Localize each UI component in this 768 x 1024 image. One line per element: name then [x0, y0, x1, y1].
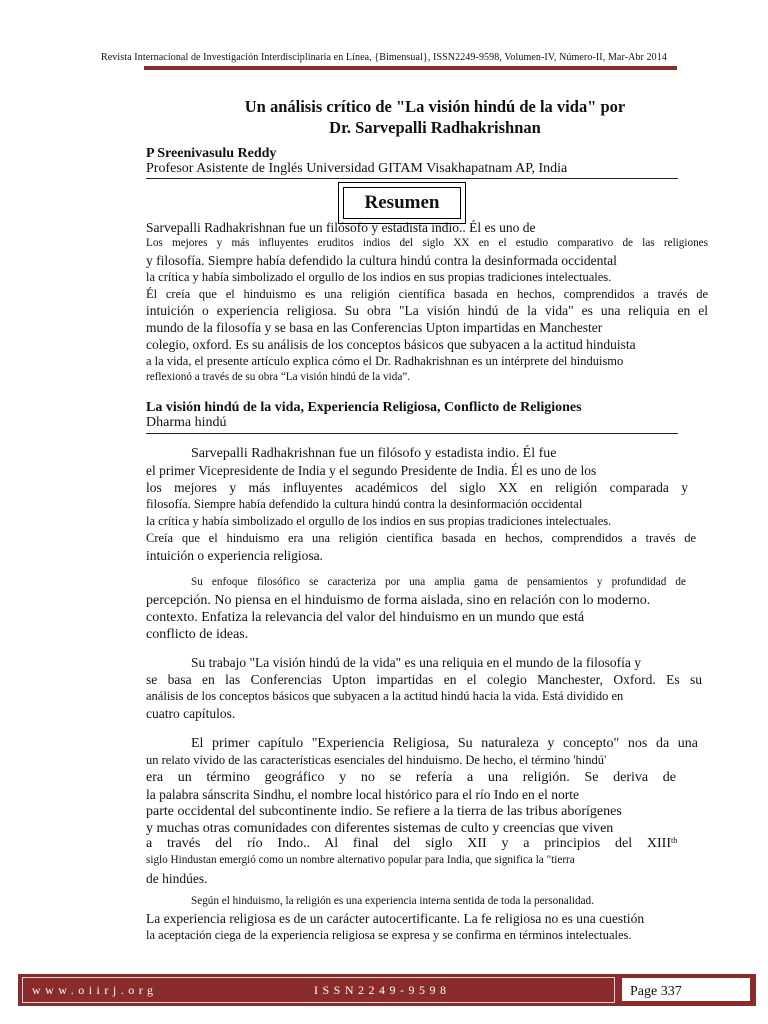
abstract-line: la crítica y había simbolizado el orgullo de los indios en sus propias tradiciones intelectuales. — [146, 270, 612, 284]
journal-header: Revista Internacional de Investigación Interdisciplinaria en Línea, {Bimensual}, ISSN2249-9598, Volumen-IV, Número-II, Mar-Abr 2014 — [101, 52, 667, 63]
article-title-line1: Un análisis crítico de "La visión hindú de la vida" por — [244, 97, 626, 116]
paragraph-line: y muchas otras comunidades con diferentes sistemas de culto y creencias que viven — [146, 821, 614, 836]
paragraph-line: un relato vívido de las características esenciales del hinduismo. De hecho, el término 'hindú' — [146, 753, 607, 767]
paragraph-line: la crítica y había simbolizado el orgullo de los indios en sus propias tradiciones intelectuales. — [146, 514, 612, 528]
abstract-line: intuición o experiencia religiosa. Su obra "La visión hindú de la vida" es una reliquia en el — [146, 303, 708, 318]
paragraph-line: intuición o experiencia religiosa. — [146, 548, 323, 563]
divider — [146, 178, 678, 179]
abstract-line: Él creía que el hinduismo es una religión científica basada en hechos, comprendidos a través de — [146, 287, 708, 301]
abstract-line: mundo de la filosofía y se basa en las Conferencias Upton impartidas en Manchester — [146, 320, 603, 335]
paragraph-line: parte occidental del subcontinente indio. Se refiere a la tierra de las tribus aborígenes — [146, 804, 622, 819]
page-number: Page 337 — [621, 977, 751, 1002]
abstract-line: a la vida, el presente artículo explica cómo el Dr. Radhakrishnan es un intérprete del hinduismo — [146, 354, 624, 368]
divider — [146, 433, 678, 434]
abstract-line: reflexionó a través de su obra “La visión hindú de la vida”. — [146, 371, 411, 383]
paragraph-line: siglo Hindustan emergió como un nombre alternativo popular para India, que significa la "tierra — [146, 854, 575, 866]
footer-website-link[interactable]: www.oiirj.org — [32, 983, 158, 997]
paragraph-line: de hindúes. — [146, 871, 208, 886]
paragraph-line: Sarvepalli Radhakrishnan fue un filósofo y estadista indio. Él fue — [191, 446, 557, 461]
paragraph-line: la palabra sánscrita Sindhu, el nombre local histórico para el río Indo en el norte — [146, 787, 579, 802]
superscript: th — [671, 836, 678, 845]
abstract-line: Los mejores y más influyentes eruditos indios del siglo XX en el estudio comparativo de las religiones — [146, 237, 708, 249]
paragraph-line: percepción. No piensa en el hinduismo de forma aislada, sino en relación con lo moderno. — [146, 593, 651, 608]
abstract-line: y filosofía. Siempre había defendido la cultura hindú contra la desinformada occidental — [146, 253, 617, 268]
paragraph-line: cuatro capítulos. — [146, 706, 236, 721]
paragraph-line: los mejores y más influyentes académicos del siglo XX en religión comparada y — [146, 480, 688, 495]
paragraph-line-with-superscript — [146, 837, 677, 851]
header-rule — [144, 66, 677, 70]
paragraph-line: conflicto de ideas. — [146, 627, 249, 642]
paragraph-line: se basa en las Conferencias Upton impartidas en el colegio Manchester, Oxford. Es su — [146, 672, 702, 687]
paragraph-line: contexto. Enfatiza la relevancia del valor del hinduismo en un mundo que está — [146, 610, 585, 625]
author-affiliation: Profesor Asistente de Inglés Universidad GITAM Visakhapatnam AP, India — [146, 161, 568, 176]
keywords: La visión hindú de la vida, Experiencia Religiosa, Conflicto de Religiones — [146, 400, 582, 415]
paragraph-line: era un término geográfico y no se refería a una religión. Se deriva de — [146, 770, 676, 785]
paragraph-line: la aceptación ciega de la experiencia religiosa se expresa y se confirma en términos intelectuales. — [146, 928, 632, 942]
abstract-line: Sarvepalli Radhakrishnan fue un filósofo y estadista indio.. Él es uno de — [146, 220, 536, 235]
paragraph-line: Su trabajo "La visión hindú de la vida" es una reliquia en el mundo de la filosofía y — [191, 655, 642, 670]
abstract-heading: Resumen — [343, 187, 461, 219]
paragraph-line: El primer capítulo "Experiencia Religiosa, Su naturaleza y concepto" nos da una — [191, 736, 698, 751]
article-title-line2: Dr. Sarvepalli Radhakrishnan — [329, 118, 541, 137]
paragraph-line: Creía que el hinduismo era una religión científica basada en hechos, comprendidos a través de — [146, 531, 696, 545]
abstract-line: colegio, oxford. Es su análisis de los conceptos básicos que subyacen a la actitud hinduista — [146, 337, 636, 352]
author-name: P Sreenivasulu Reddy — [146, 146, 277, 161]
paragraph-line: La experiencia religiosa es de un carácter autocertificante. La fe religiosa no es una cuestión — [146, 911, 645, 926]
keywords-continued: Dharma hindú — [146, 415, 227, 430]
paragraph-line: el primer Vicepresidente de India y el segundo Presidente de India. Él es uno de los — [146, 463, 597, 478]
footer-issn: ISSN2249-9598 — [314, 983, 451, 997]
paragraph-line: Según el hinduismo, la religión es una experiencia interna sentida de toda la personalidad. — [191, 895, 594, 907]
paragraph-line: Su enfoque filosófico se caracteriza por una amplia gama de pensamientos y profundidad de — [191, 576, 686, 588]
paragraph-line: a través del río Indo.. Al final del siglo XII y a principios del XIII — [146, 836, 671, 851]
paragraph-line: análisis de los conceptos básicos que subyacen a la actitud hindú hacia la vida. Está dividido en — [146, 689, 624, 703]
paragraph-line: filosofía. Siempre había defendido la cultura hindú contra la desinformación occidental — [146, 497, 583, 511]
